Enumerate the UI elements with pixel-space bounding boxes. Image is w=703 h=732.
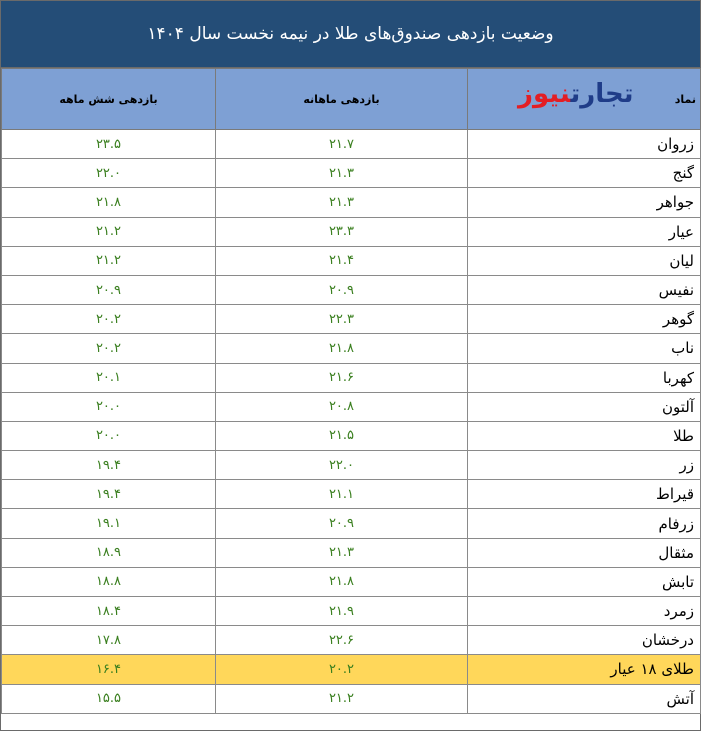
- table-row: [2, 246, 701, 275]
- six-month-return-cell: ۲۳.۵: [2, 130, 216, 159]
- fund-name-cell: آلتون: [468, 392, 701, 421]
- fund-name-cell: زر: [468, 451, 701, 480]
- fund-name-cell: زرفام: [468, 509, 701, 538]
- header-name: نماد: [674, 92, 696, 106]
- table-row: [2, 567, 701, 596]
- table-row: [2, 188, 701, 217]
- table-title: وضعیت بازدهی صندوق‌های طلا در نیمه نخست سال ۱۴۰۴: [1, 1, 700, 68]
- six-month-return-cell: ۱۸.۹: [2, 538, 216, 567]
- gold-funds-table: [1, 68, 701, 714]
- monthly-return-cell: ۲۱.۶: [216, 363, 468, 392]
- fund-name-cell: طلا: [468, 421, 701, 450]
- table-row: [2, 217, 701, 246]
- fund-name-cell: ناب: [468, 334, 701, 363]
- table-row: [2, 305, 701, 334]
- table-row: [2, 509, 701, 538]
- monthly-return-cell: ۲۰.۹: [216, 509, 468, 538]
- table-row: [2, 597, 701, 626]
- fund-name-cell: قیراط: [468, 480, 701, 509]
- six-month-return-cell: ۱۹.۴: [2, 480, 216, 509]
- table-row: [2, 363, 701, 392]
- fund-name-cell: مثقال: [468, 538, 701, 567]
- fund-name-cell: زروان: [468, 130, 701, 159]
- table-body: [2, 130, 701, 714]
- six-month-return-cell: ۲۰.۹: [2, 275, 216, 304]
- monthly-return-cell: ۲۱.۴: [216, 246, 468, 275]
- monthly-return-cell: ۲۱.۸: [216, 334, 468, 363]
- six-month-return-cell: ۲۱.۲: [2, 246, 216, 275]
- six-month-return-cell: ۱۶.۴: [2, 655, 216, 684]
- monthly-return-cell: ۲۰.۲: [216, 655, 468, 684]
- header-six-month: بازدهی شش ماهه: [2, 69, 216, 130]
- table-row: [2, 655, 701, 684]
- monthly-return-cell: ۲۰.۹: [216, 275, 468, 304]
- table-row: [2, 421, 701, 450]
- six-month-return-cell: ۱۸.۸: [2, 567, 216, 596]
- six-month-return-cell: ۲۰.۲: [2, 305, 216, 334]
- table-row: [2, 480, 701, 509]
- six-month-return-cell: ۲۰.۲: [2, 334, 216, 363]
- fund-name-cell: نفیس: [468, 275, 701, 304]
- fund-name-cell: آتش: [468, 684, 701, 713]
- six-month-return-cell: ۱۵.۵: [2, 684, 216, 713]
- monthly-return-cell: ۲۳.۳: [216, 217, 468, 246]
- monthly-return-cell: ۲۱.۳: [216, 159, 468, 188]
- monthly-return-cell: ۲۲.۶: [216, 626, 468, 655]
- table-row: [2, 538, 701, 567]
- six-month-return-cell: ۲۱.۸: [2, 188, 216, 217]
- table-row: [2, 684, 701, 713]
- header-row: [2, 69, 701, 130]
- fund-name-cell: درخشان: [468, 626, 701, 655]
- header-name-cell: [468, 69, 701, 130]
- monthly-return-cell: ۲۲.۰: [216, 451, 468, 480]
- fund-name-cell: تابش: [468, 567, 701, 596]
- six-month-return-cell: ۲۲.۰: [2, 159, 216, 188]
- table-row: [2, 159, 701, 188]
- six-month-return-cell: ۲۰.۰: [2, 421, 216, 450]
- monthly-return-cell: ۲۱.۵: [216, 421, 468, 450]
- fund-name-cell: گوهر: [468, 305, 701, 334]
- fund-name-cell: زمرد: [468, 597, 701, 626]
- fund-name-cell: لیان: [468, 246, 701, 275]
- monthly-return-cell: ۲۱.۱: [216, 480, 468, 509]
- table-row: [2, 392, 701, 421]
- six-month-return-cell: ۲۰.۰: [2, 392, 216, 421]
- table-row: [2, 275, 701, 304]
- table-row: [2, 130, 701, 159]
- table-row: [2, 451, 701, 480]
- six-month-return-cell: ۱۷.۸: [2, 626, 216, 655]
- fund-name-cell: گنج: [468, 159, 701, 188]
- table-row: [2, 626, 701, 655]
- six-month-return-cell: ۲۰.۱: [2, 363, 216, 392]
- six-month-return-cell: ۱۹.۱: [2, 509, 216, 538]
- six-month-return-cell: ۱۹.۴: [2, 451, 216, 480]
- monthly-return-cell: ۲۱.۸: [216, 567, 468, 596]
- table-row: [2, 334, 701, 363]
- monthly-return-cell: ۲۲.۳: [216, 305, 468, 334]
- monthly-return-cell: ۲۰.۸: [216, 392, 468, 421]
- monthly-return-cell: ۲۱.۹: [216, 597, 468, 626]
- monthly-return-cell: ۲۱.۳: [216, 538, 468, 567]
- fund-name-cell: طلای ۱۸ عیار: [468, 655, 701, 684]
- monthly-return-cell: ۲۱.۳: [216, 188, 468, 217]
- header-monthly: بازدهی ماهانه: [216, 69, 468, 130]
- monthly-return-cell: ۲۱.۲: [216, 684, 468, 713]
- six-month-return-cell: ۲۱.۲: [2, 217, 216, 246]
- tejarat-news-logo: تجارتنیوز: [518, 79, 634, 109]
- monthly-return-cell: ۲۱.۷: [216, 130, 468, 159]
- fund-name-cell: جواهر: [468, 188, 701, 217]
- fund-name-cell: کهربا: [468, 363, 701, 392]
- six-month-return-cell: ۱۸.۴: [2, 597, 216, 626]
- fund-name-cell: عیار: [468, 217, 701, 246]
